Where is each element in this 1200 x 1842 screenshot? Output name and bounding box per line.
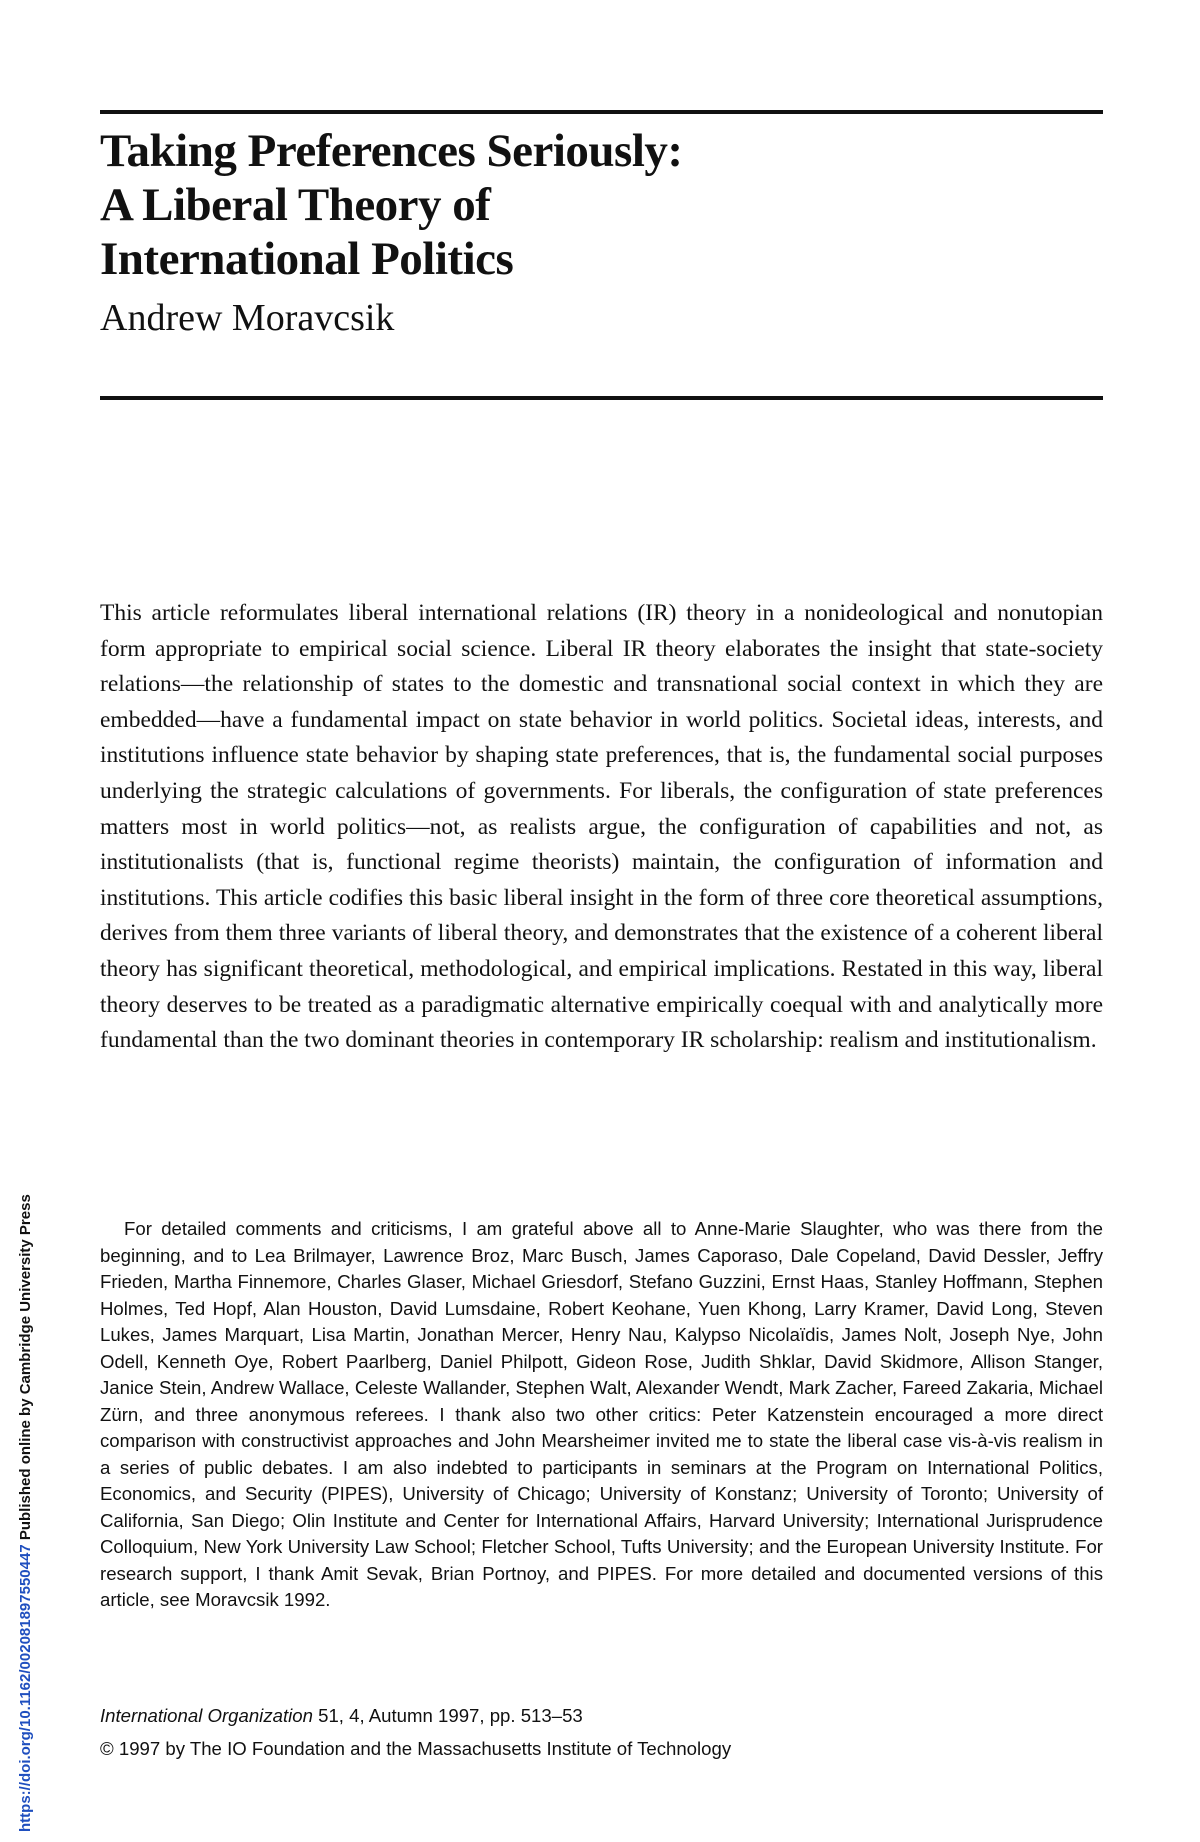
- journal-citation: [100, 1702, 1103, 1729]
- acknowledgments-footnote: For detailed comments and criticisms, I am grateful above all to Anne-Marie Slaughter, who was there from the beginning, and to Lea Brilmayer, Lawrence Broz, Marc Busch, James Caporaso, Dale Copeland, David Dessler, Jeffry Frieden, Martha Finnemore, Charles Glaser, Michael Griesdorf, Stefano Guzzini, Ernst Haas, Stanley Hoffmann, Stephen Holmes, Ted Hopf, Alan Houston, David Lumsdaine, Robert Keohane, Yuen Khong, Larry Kramer, David Long, Steven Lukes, James Marquart, Lisa Martin, Jonathan Mercer, Henry Nau, Kalypso Nicolaïdis, James Nolt, Joseph Nye, John Odell, Kenneth Oye, Robert Paarlberg, Daniel Philpott, Gideon Rose, Judith Shklar, David Skidmore, Allison Stanger, Janice Stein, Andrew Wallace, Celeste Wallander, Stephen Walt, Alexander Wendt, Mark Zacher, Fareed Zakaria, Michael Zürn, and three anonymous referees. I thank also two other critics: Peter Katzenstein encouraged a more direct comparison with constructivist approaches and John Mearsheimer invited me to state the liberal case vis-à-vis realism in a series of public debates. I am also indebted to participants in seminars at the Program on International Politics, Economics, and Security (PIPES), University of Chicago; University of Konstanz; University of Toronto; University of California, San Diego; Olin Institute and Center for International Affairs, Harvard University; International Jurisprudence Colloquium, New York University Law School; Fletcher School, Tufts University; and the European University Institute. For research support, I thank Amit Sevak, Brian Portnoy, and PIPES. For more detailed and documented versions of this article, see Moravcsik 1992.: [100, 1218, 1103, 1610]
- title-line-2: A Liberal Theory of: [100, 179, 491, 231]
- title-line-1: Taking Preferences Seriously:: [100, 125, 683, 177]
- citation-details: 51, 4, Autumn 1997, pp. 513–53: [312, 1705, 583, 1726]
- journal-name: International Organization: [100, 1705, 313, 1726]
- doi-link[interactable]: https://doi.org/10.1162/002081897550447: [17, 1544, 34, 1832]
- bottom-rule: [100, 396, 1103, 400]
- published-online-note: Published online by Cambridge University Press: [17, 1194, 34, 1545]
- copyright-notice: © 1997 by The IO Foundation and the Massachusetts Institute of Technology: [100, 1738, 732, 1759]
- title-line-3: International Politics: [100, 233, 514, 285]
- article-title: [100, 124, 1100, 286]
- abstract-paragraph: This article reformulates liberal international relations (IR) theory in a nonideological and nonutopian form appropriate to empirical social science. Liberal IR theory elaborates the insight that state-society relations—the relationship of states to the domestic and transnational social context in which they are embedded—have a fundamental impact on state behavior in world politics. Societal ideas, interests, and institutions influence state behavior by shaping state preferences, that is, the fundamental social purposes underlying the strategic calculations of governments. For liberals, the configuration of state preferences matters most in world politics—not, as realists argue, the configuration of capabilities and not, as institutionalists (that is, functional regime theorists) maintain, the configuration of information and institutions. This article codifies this basic liberal insight in the form of three core theoretical assumptions, derives from them three variants of liberal theory, and demonstrates that the existence of a coherent liberal theory has significant theoretical, methodological, and empirical implications. Restated in this way, liberal theory deserves to be treated as a paradigmatic alternative empirically coequal with and analytically more fundamental than the two dominant theories in contemporary IR scholarship: realism and institutionalism.: [100, 600, 1103, 1054]
- top-rule: [100, 110, 1103, 114]
- author-name: Andrew Moravcsik: [100, 297, 395, 339]
- doi-sidebar: [16, 1194, 36, 1832]
